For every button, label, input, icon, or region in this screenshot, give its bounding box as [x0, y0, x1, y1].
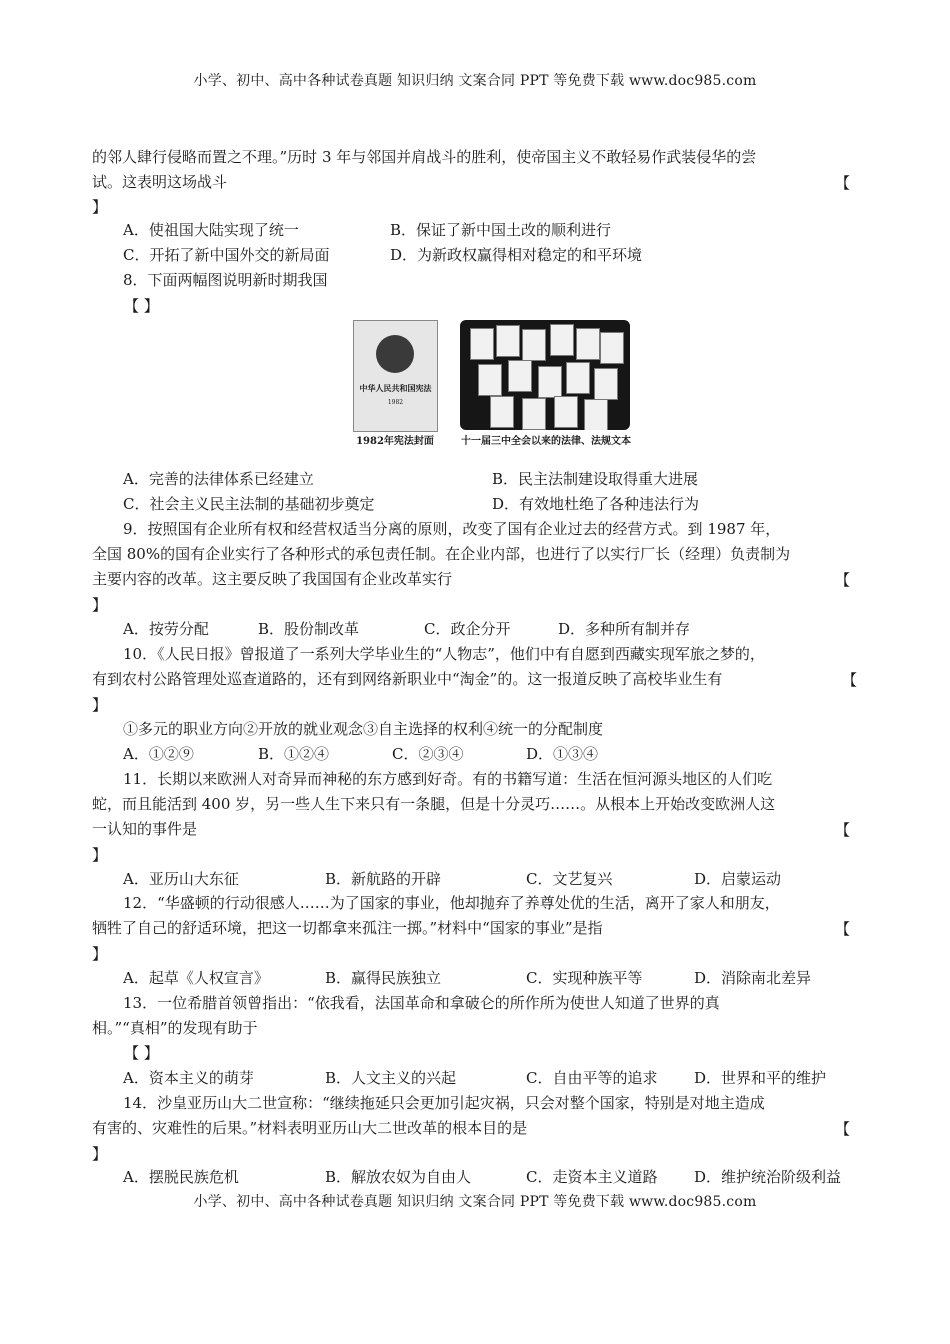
q9-bracket-close: 】: [92, 596, 108, 614]
q7-option-d: D．为新政权赢得相对稳定的和平环境: [390, 246, 643, 264]
figure-caption-left: 1982年宪法封面: [356, 436, 434, 447]
q10-option-b: B．①②④: [258, 745, 330, 763]
q11-bracket-close: 】: [92, 846, 108, 864]
q7-line-2: 试。这表明这场战斗: [92, 173, 228, 191]
q7-option-b: B．保证了新中国土改的顺利进行: [390, 221, 612, 239]
q9-option-c: C．政企分开: [424, 620, 511, 638]
q13-option-d: D．世界和平的维护: [694, 1069, 827, 1087]
q7-bracket-close: 】: [92, 198, 108, 216]
book-icon: [594, 368, 618, 400]
book-icon: [470, 328, 494, 360]
book-icon: [576, 328, 600, 360]
book-icon: [584, 399, 608, 430]
book-icon: [566, 362, 590, 394]
q14-option-d: D．维护统治阶级利益: [694, 1168, 842, 1186]
q10-option-a: A．①②⑨: [123, 745, 194, 763]
q12-bracket-close: 】: [92, 945, 108, 963]
q11-option-c: C．文艺复兴: [526, 870, 613, 888]
cover-year: 1982: [387, 399, 404, 406]
q11-line-2: 蛇，而且能活到 400 岁，另一些人生下来只有一条腿，但是十分灵巧……。从根本上开始改变欧洲人这: [92, 795, 776, 813]
q11-line-3: 一认知的事件是: [92, 820, 198, 838]
q9-option-d: D．多种所有制并存: [558, 620, 691, 638]
q9-option-a: A．按劳分配: [123, 620, 209, 638]
q14-bracket-open: 【: [835, 1120, 851, 1138]
book-icon: [508, 360, 532, 392]
q8-stem: 8．下面两幅图说明新时期我国: [123, 271, 328, 289]
q10-option-c: C．②③④: [392, 745, 464, 763]
book-icon: [538, 366, 562, 398]
q12-bracket-open: 【: [835, 920, 851, 938]
q9-line-3: 主要内容的改革。这主要反映了我国国有企业改革实行: [92, 570, 453, 588]
q9-option-b: B．股份制改革: [258, 620, 360, 638]
q11-option-a: A．亚历山大东征: [123, 870, 239, 888]
book-icon: [522, 329, 546, 361]
q7-option-c: C．开拓了新中国外交的新局面: [123, 246, 330, 264]
q10-option-d: D．①③④: [526, 745, 599, 763]
q13-line-1: 13．一位希腊首领曾指出：“依我看，法国革命和拿破仑的所作所为使世人知道了世界的真: [123, 994, 720, 1012]
q12-option-c: C．实现种族平等: [526, 969, 643, 987]
q12-line-1: 12．“华盛顿的行动很感人……为了国家的事业，他却抛弃了养尊处优的生活，离开了家人和朋友，: [123, 894, 780, 912]
q10-line-1: 10．《人民日报》曾报道了一系列大学毕业生的“人物志”，他们中有自愿到西藏实现军旅之梦的，: [123, 645, 765, 663]
q11-option-b: B．新航路的开辟: [325, 870, 442, 888]
q12-option-a: A．起草《人权宣言》: [123, 969, 269, 987]
q9-line-2: 全国 80%的国有企业实行了各种形式的承包责任制。在企业内部，也进行了以实行厂长（经理）负责制为: [92, 545, 791, 563]
q8-option-b: B．民主法制建设取得重大进展: [492, 470, 699, 488]
book-icon: [600, 332, 624, 364]
q8-brackets: 【 】: [124, 297, 159, 315]
figure-caption-right: 十一届三中全会以来的法律、法规文本: [461, 436, 631, 447]
q8-option-c: C．社会主义民主法制的基础初步奠定: [123, 495, 375, 513]
book-icon: [554, 396, 578, 428]
q12-option-b: B．赢得民族独立: [325, 969, 442, 987]
q8-option-a: A．完善的法律体系已经建立: [123, 470, 314, 488]
book-icon: [496, 325, 520, 357]
page-footer: 小学、初中、高中各种试卷真题 知识归纳 文案合同 PPT 等免费下载 www.doc985.com: [193, 1194, 757, 1210]
q10-bracket-close: 】: [92, 696, 108, 714]
q12-line-2: 牺牲了自己的舒适环境，把这一切都拿来孤注一掷。”材料中“国家的事业”是指: [92, 919, 603, 937]
q14-line-2: 有害的、灾难性的后果。”材料表明亚历山大二世改革的根本目的是: [92, 1119, 528, 1137]
q13-option-c: C．自由平等的追求: [526, 1069, 658, 1087]
q10-line-2: 有到农村公路管理处巡查道路的，还有到网络新职业中“淘金”的。这一报道反映了高校毕业生有: [92, 670, 723, 688]
q11-option-d: D．启蒙运动: [694, 870, 782, 888]
national-emblem-icon: [376, 335, 414, 373]
book-icon: [550, 324, 574, 356]
q13-brackets: 【 】: [124, 1044, 159, 1062]
constitution-cover-image: [353, 320, 438, 432]
q14-option-a: A．摆脱民族危机: [123, 1168, 239, 1186]
q13-option-a: A．资本主义的萌芽: [123, 1069, 254, 1087]
q7-line-1: 的邻人肆行侵略而置之不理。”历时 3 年与邻国并肩战斗的胜利，使帝国主义不敢轻易作武装侵华的尝: [92, 148, 757, 166]
q7-bracket-open: 【: [835, 174, 851, 192]
q14-bracket-close: 】: [92, 1145, 108, 1163]
q8-option-d: D．有效地杜绝了各种违法行为: [492, 495, 700, 513]
q11-bracket-open: 【: [835, 821, 851, 839]
book-icon: [522, 398, 546, 430]
q14-option-c: C．走资本主义道路: [526, 1168, 658, 1186]
q9-bracket-open: 【: [835, 571, 851, 589]
q7-option-a: A．使祖国大陆实现了统一: [123, 221, 299, 239]
q14-option-b: B．解放农奴为自由人: [325, 1168, 472, 1186]
q10-bracket-open: 【: [842, 671, 858, 689]
q14-line-1: 14．沙皇亚历山大二世宣称：“继续拖延只会更加引起灾祸，只会对整个国家，特别是对地主造成: [123, 1094, 765, 1112]
q10-items: ①多元的职业方向②开放的就业观念③自主选择的权利④统一的分配制度: [123, 720, 604, 738]
law-texts-photo: [460, 320, 630, 430]
book-icon: [478, 364, 502, 396]
q11-line-1: 11．长期以来欧洲人对奇异而神秘的东方感到好奇。有的书籍写道：生活在恒河源头地区的人们吃: [123, 770, 773, 788]
q13-option-b: B．人文主义的兴起: [325, 1069, 457, 1087]
page-header: 小学、初中、高中各种试卷真题 知识归纳 文案合同 PPT 等免费下载 www.doc985.com: [193, 73, 757, 89]
book-icon: [490, 396, 514, 428]
q12-option-d: D．消除南北差异: [694, 969, 812, 987]
q13-line-2: 相。”“真相”的发现有助于: [92, 1019, 258, 1037]
q9-line-1: 9．按照国有企业所有权和经营权适当分离的原则，改变了国有企业过去的经营方式。到 1987 年，: [123, 520, 781, 538]
cover-title: 中华人民共和国宪法: [359, 383, 432, 393]
